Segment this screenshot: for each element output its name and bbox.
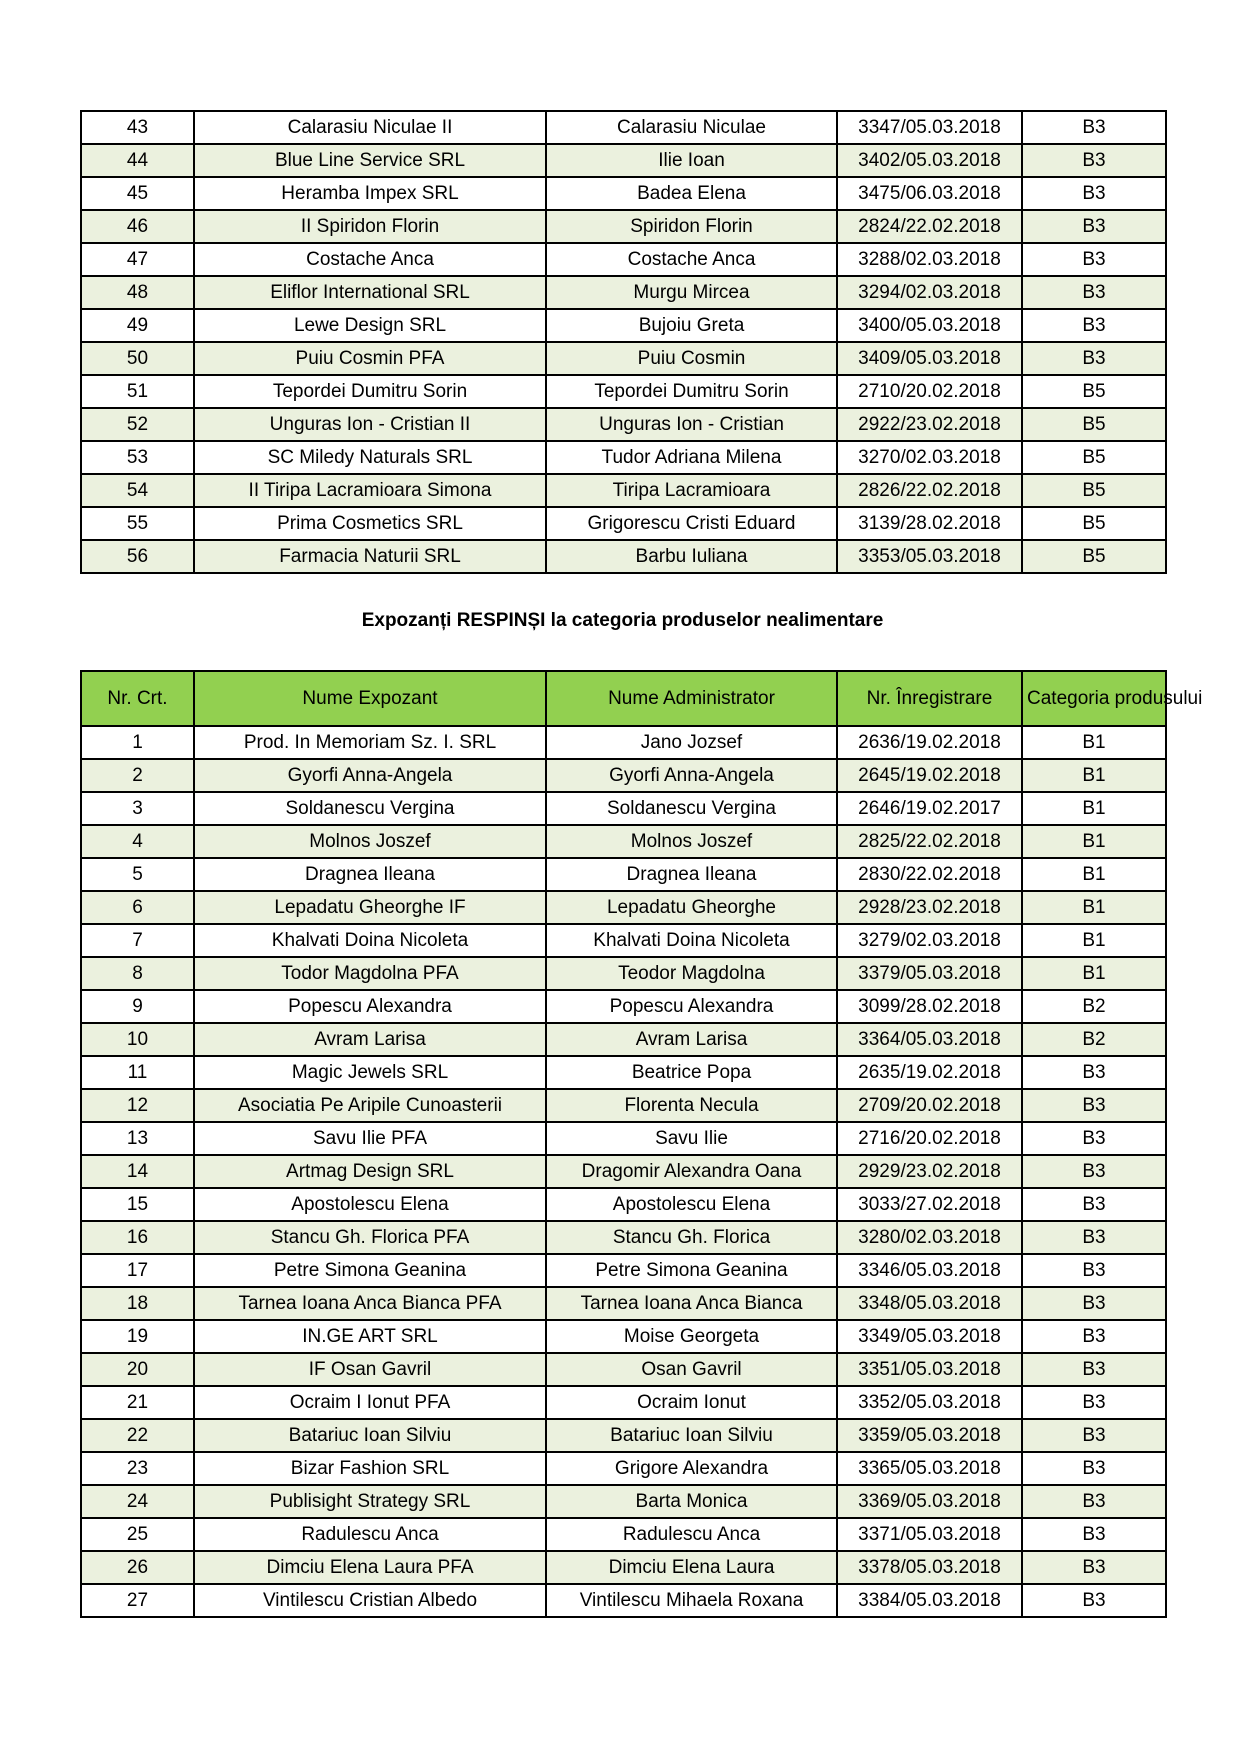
table-row xyxy=(81,957,1166,990)
cell-administrator-name: Badea Elena xyxy=(546,177,837,210)
cell-exhibitor-name: Dimciu Elena Laura PFA xyxy=(194,1551,546,1584)
cell-registration-number: 3352/05.03.2018 xyxy=(837,1386,1022,1419)
cell-registration-number: 3279/02.03.2018 xyxy=(837,924,1022,957)
table-row xyxy=(81,1452,1166,1485)
cell-nr-crt: 23 xyxy=(81,1452,194,1485)
header-nr-crt: Nr. Crt. xyxy=(81,671,194,726)
cell-registration-number: 2709/20.02.2018 xyxy=(837,1089,1022,1122)
cell-product-category: B1 xyxy=(1022,825,1166,858)
table-row xyxy=(81,1353,1166,1386)
cell-nr-crt: 27 xyxy=(81,1584,194,1617)
cell-administrator-name: Grigorescu Cristi Eduard xyxy=(546,507,837,540)
cell-product-category: B3 xyxy=(1022,1386,1166,1419)
table-row xyxy=(81,540,1166,573)
cell-nr-crt: 45 xyxy=(81,177,194,210)
cell-registration-number: 3402/05.03.2018 xyxy=(837,144,1022,177)
table-row xyxy=(81,726,1166,759)
table-row xyxy=(81,1221,1166,1254)
cell-administrator-name: Soldanescu Vergina xyxy=(546,792,837,825)
cell-exhibitor-name: Gyorfi Anna-Angela xyxy=(194,759,546,792)
cell-registration-number: 3384/05.03.2018 xyxy=(837,1584,1022,1617)
cell-registration-number: 3400/05.03.2018 xyxy=(837,309,1022,342)
cell-product-category: B3 xyxy=(1022,1518,1166,1551)
cell-registration-number: 3353/05.03.2018 xyxy=(837,540,1022,573)
cell-nr-crt: 13 xyxy=(81,1122,194,1155)
cell-product-category: B1 xyxy=(1022,792,1166,825)
cell-exhibitor-name: Artmag Design SRL xyxy=(194,1155,546,1188)
rejected-table-header xyxy=(81,671,1203,726)
table-row xyxy=(81,375,1166,408)
cell-registration-number: 3294/02.03.2018 xyxy=(837,276,1022,309)
cell-administrator-name: Murgu Mircea xyxy=(546,276,837,309)
cell-administrator-name: Costache Anca xyxy=(546,243,837,276)
cell-registration-number: 3346/05.03.2018 xyxy=(837,1254,1022,1287)
cell-administrator-name: Dragnea Ileana xyxy=(546,858,837,891)
table-row xyxy=(81,210,1166,243)
cell-product-category: B3 xyxy=(1022,1320,1166,1353)
cell-product-category: B3 xyxy=(1022,1056,1166,1089)
cell-exhibitor-name: SC Miledy Naturals SRL xyxy=(194,441,546,474)
cell-nr-crt: 50 xyxy=(81,342,194,375)
cell-registration-number: 3364/05.03.2018 xyxy=(837,1023,1022,1056)
cell-nr-crt: 15 xyxy=(81,1188,194,1221)
cell-administrator-name: Bujoiu Greta xyxy=(546,309,837,342)
cell-administrator-name: Moise Georgeta xyxy=(546,1320,837,1353)
cell-administrator-name: Dimciu Elena Laura xyxy=(546,1551,837,1584)
cell-exhibitor-name: Farmacia Naturii SRL xyxy=(194,540,546,573)
table-row xyxy=(81,1023,1166,1056)
cell-administrator-name: Teodor Magdolna xyxy=(546,957,837,990)
cell-exhibitor-name: Molnos Joszef xyxy=(194,825,546,858)
cell-exhibitor-name: Prima Cosmetics SRL xyxy=(194,507,546,540)
exhibitors-table-body xyxy=(81,111,1166,573)
cell-nr-crt: 54 xyxy=(81,474,194,507)
cell-product-category: B3 xyxy=(1022,177,1166,210)
cell-registration-number: 3348/05.03.2018 xyxy=(837,1287,1022,1320)
cell-registration-number: 3280/02.03.2018 xyxy=(837,1221,1022,1254)
table-row xyxy=(81,309,1166,342)
cell-product-category: B1 xyxy=(1022,924,1166,957)
cell-administrator-name: Popescu Alexandra xyxy=(546,990,837,1023)
cell-exhibitor-name: Popescu Alexandra xyxy=(194,990,546,1023)
cell-registration-number: 2922/23.02.2018 xyxy=(837,408,1022,441)
table-row xyxy=(81,1155,1166,1188)
cell-administrator-name: Petre Simona Geanina xyxy=(546,1254,837,1287)
cell-exhibitor-name: Asociatia Pe Aripile Cunoasterii xyxy=(194,1089,546,1122)
cell-exhibitor-name: Lepadatu Gheorghe IF xyxy=(194,891,546,924)
cell-product-category: B3 xyxy=(1022,1419,1166,1452)
cell-exhibitor-name: Petre Simona Geanina xyxy=(194,1254,546,1287)
table-row xyxy=(81,1287,1166,1320)
cell-product-category: B5 xyxy=(1022,441,1166,474)
cell-product-category: B5 xyxy=(1022,408,1166,441)
cell-administrator-name: Barta Monica xyxy=(546,1485,837,1518)
cell-nr-crt: 47 xyxy=(81,243,194,276)
cell-nr-crt: 56 xyxy=(81,540,194,573)
header-exhibitor-name: Nume Expozant xyxy=(194,671,546,726)
cell-exhibitor-name: IN.GE ART SRL xyxy=(194,1320,546,1353)
rejected-exhibitors-table xyxy=(80,670,1203,1618)
cell-nr-crt: 43 xyxy=(81,111,194,144)
table-row xyxy=(81,507,1166,540)
table-row xyxy=(81,1551,1166,1584)
cell-nr-crt: 20 xyxy=(81,1353,194,1386)
cell-registration-number: 2830/22.02.2018 xyxy=(837,858,1022,891)
cell-product-category: B5 xyxy=(1022,474,1166,507)
cell-nr-crt: 9 xyxy=(81,990,194,1023)
exhibitors-table-continued xyxy=(80,110,1167,574)
table-row xyxy=(81,990,1166,1023)
cell-nr-crt: 53 xyxy=(81,441,194,474)
header-product-category: Categoria produsului xyxy=(1022,671,1166,726)
cell-nr-crt: 22 xyxy=(81,1419,194,1452)
cell-administrator-name: Lepadatu Gheorghe xyxy=(546,891,837,924)
cell-exhibitor-name: II Spiridon Florin xyxy=(194,210,546,243)
cell-exhibitor-name: Blue Line Service SRL xyxy=(194,144,546,177)
table-row xyxy=(81,144,1166,177)
table-row xyxy=(81,1584,1166,1617)
cell-exhibitor-name: Batariuc Ioan Silviu xyxy=(194,1419,546,1452)
cell-registration-number: 2825/22.02.2018 xyxy=(837,825,1022,858)
cell-administrator-name: Ocraim Ionut xyxy=(546,1386,837,1419)
cell-registration-number: 2636/19.02.2018 xyxy=(837,726,1022,759)
cell-product-category: B3 xyxy=(1022,342,1166,375)
cell-product-category: B3 xyxy=(1022,1122,1166,1155)
cell-exhibitor-name: Heramba Impex SRL xyxy=(194,177,546,210)
table-row xyxy=(81,276,1166,309)
cell-administrator-name: Tepordei Dumitru Sorin xyxy=(546,375,837,408)
cell-administrator-name: Florenta Necula xyxy=(546,1089,837,1122)
cell-nr-crt: 1 xyxy=(81,726,194,759)
cell-product-category: B1 xyxy=(1022,726,1166,759)
cell-nr-crt: 2 xyxy=(81,759,194,792)
cell-registration-number: 3359/05.03.2018 xyxy=(837,1419,1022,1452)
header-registration-number: Nr. Înregistrare xyxy=(837,671,1022,726)
table-row xyxy=(81,792,1166,825)
cell-administrator-name: Stancu Gh. Florica xyxy=(546,1221,837,1254)
cell-exhibitor-name: Savu Ilie PFA xyxy=(194,1122,546,1155)
cell-product-category: B5 xyxy=(1022,540,1166,573)
cell-nr-crt: 3 xyxy=(81,792,194,825)
cell-nr-crt: 44 xyxy=(81,144,194,177)
cell-product-category: B1 xyxy=(1022,891,1166,924)
table-row xyxy=(81,1122,1166,1155)
cell-nr-crt: 6 xyxy=(81,891,194,924)
cell-nr-crt: 51 xyxy=(81,375,194,408)
cell-product-category: B3 xyxy=(1022,243,1166,276)
cell-product-category: B5 xyxy=(1022,507,1166,540)
cell-registration-number: 3270/02.03.2018 xyxy=(837,441,1022,474)
table-row xyxy=(81,759,1166,792)
cell-administrator-name: Calarasiu Niculae xyxy=(546,111,837,144)
cell-exhibitor-name: IF Osan Gavril xyxy=(194,1353,546,1386)
cell-exhibitor-name: Publisight Strategy SRL xyxy=(194,1485,546,1518)
cell-administrator-name: Spiridon Florin xyxy=(546,210,837,243)
cell-nr-crt: 48 xyxy=(81,276,194,309)
cell-administrator-name: Khalvati Doina Nicoleta xyxy=(546,924,837,957)
cell-administrator-name: Unguras Ion - Cristian xyxy=(546,408,837,441)
cell-registration-number: 3349/05.03.2018 xyxy=(837,1320,1022,1353)
table-row xyxy=(81,177,1166,210)
cell-exhibitor-name: Todor Magdolna PFA xyxy=(194,957,546,990)
cell-registration-number: 3369/05.03.2018 xyxy=(837,1485,1022,1518)
table-row xyxy=(81,891,1166,924)
cell-exhibitor-name: Magic Jewels SRL xyxy=(194,1056,546,1089)
table-row xyxy=(81,342,1166,375)
cell-registration-number: 2646/19.02.2017 xyxy=(837,792,1022,825)
table-row xyxy=(81,111,1166,144)
header-row xyxy=(81,671,1166,726)
table-row xyxy=(81,1254,1166,1287)
cell-nr-crt: 10 xyxy=(81,1023,194,1056)
cell-nr-crt: 49 xyxy=(81,309,194,342)
cell-exhibitor-name: Ocraim I Ionut PFA xyxy=(194,1386,546,1419)
cell-exhibitor-name: Stancu Gh. Florica PFA xyxy=(194,1221,546,1254)
table-row xyxy=(81,441,1166,474)
cell-exhibitor-name: Eliflor International SRL xyxy=(194,276,546,309)
cell-product-category: B3 xyxy=(1022,1188,1166,1221)
cell-administrator-name: Tarnea Ioana Anca Bianca xyxy=(546,1287,837,1320)
cell-exhibitor-name: Bizar Fashion SRL xyxy=(194,1452,546,1485)
cell-product-category: B3 xyxy=(1022,1584,1166,1617)
table-row xyxy=(81,1386,1166,1419)
cell-administrator-name: Vintilescu Mihaela Roxana xyxy=(546,1584,837,1617)
cell-registration-number: 3371/05.03.2018 xyxy=(837,1518,1022,1551)
cell-exhibitor-name: Prod. In Memoriam Sz. I. SRL xyxy=(194,726,546,759)
cell-product-category: B1 xyxy=(1022,957,1166,990)
cell-administrator-name: Dragomir Alexandra Oana xyxy=(546,1155,837,1188)
cell-exhibitor-name: Tepordei Dumitru Sorin xyxy=(194,375,546,408)
cell-administrator-name: Grigore Alexandra xyxy=(546,1452,837,1485)
cell-registration-number: 2824/22.02.2018 xyxy=(837,210,1022,243)
cell-nr-crt: 17 xyxy=(81,1254,194,1287)
table-row xyxy=(81,1518,1166,1551)
cell-administrator-name: Gyorfi Anna-Angela xyxy=(546,759,837,792)
cell-nr-crt: 55 xyxy=(81,507,194,540)
cell-product-category: B3 xyxy=(1022,1452,1166,1485)
cell-administrator-name: Barbu Iuliana xyxy=(546,540,837,573)
cell-administrator-name: Radulescu Anca xyxy=(546,1518,837,1551)
cell-nr-crt: 16 xyxy=(81,1221,194,1254)
cell-product-category: B2 xyxy=(1022,990,1166,1023)
cell-administrator-name: Savu Ilie xyxy=(546,1122,837,1155)
cell-registration-number: 2826/22.02.2018 xyxy=(837,474,1022,507)
cell-administrator-name: Batariuc Ioan Silviu xyxy=(546,1419,837,1452)
cell-registration-number: 2929/23.02.2018 xyxy=(837,1155,1022,1188)
cell-exhibitor-name: Unguras Ion - Cristian II xyxy=(194,408,546,441)
table-row xyxy=(81,1419,1166,1452)
header-administrator-name: Nume Administrator xyxy=(546,671,837,726)
cell-nr-crt: 46 xyxy=(81,210,194,243)
cell-product-category: B2 xyxy=(1022,1023,1166,1056)
cell-administrator-name: Avram Larisa xyxy=(546,1023,837,1056)
cell-exhibitor-name: Costache Anca xyxy=(194,243,546,276)
cell-product-category: B3 xyxy=(1022,1551,1166,1584)
cell-nr-crt: 26 xyxy=(81,1551,194,1584)
cell-registration-number: 3378/05.03.2018 xyxy=(837,1551,1022,1584)
cell-exhibitor-name: Tarnea Ioana Anca Bianca PFA xyxy=(194,1287,546,1320)
cell-nr-crt: 19 xyxy=(81,1320,194,1353)
cell-exhibitor-name: Puiu Cosmin PFA xyxy=(194,342,546,375)
cell-registration-number: 2710/20.02.2018 xyxy=(837,375,1022,408)
table-row xyxy=(81,1056,1166,1089)
cell-nr-crt: 14 xyxy=(81,1155,194,1188)
cell-exhibitor-name: II Tiripa Lacramioara Simona xyxy=(194,474,546,507)
cell-administrator-name: Apostolescu Elena xyxy=(546,1188,837,1221)
cell-product-category: B3 xyxy=(1022,1221,1166,1254)
cell-product-category: B3 xyxy=(1022,111,1166,144)
cell-registration-number: 3347/05.03.2018 xyxy=(837,111,1022,144)
cell-registration-number: 2716/20.02.2018 xyxy=(837,1122,1022,1155)
table-row xyxy=(81,243,1166,276)
cell-nr-crt: 5 xyxy=(81,858,194,891)
cell-nr-crt: 25 xyxy=(81,1518,194,1551)
cell-nr-crt: 11 xyxy=(81,1056,194,1089)
cell-product-category: B3 xyxy=(1022,1353,1166,1386)
cell-product-category: B3 xyxy=(1022,210,1166,243)
table-row xyxy=(81,1485,1166,1518)
cell-exhibitor-name: Lewe Design SRL xyxy=(194,309,546,342)
cell-registration-number: 3475/06.03.2018 xyxy=(837,177,1022,210)
cell-product-category: B1 xyxy=(1022,759,1166,792)
table-row xyxy=(81,474,1166,507)
cell-registration-number: 3099/28.02.2018 xyxy=(837,990,1022,1023)
cell-administrator-name: Puiu Cosmin xyxy=(546,342,837,375)
cell-exhibitor-name: Vintilescu Cristian Albedo xyxy=(194,1584,546,1617)
cell-product-category: B5 xyxy=(1022,375,1166,408)
section-title: Expozanți RESPINȘI la categoria produselor nealimentare xyxy=(361,610,884,631)
cell-registration-number: 2645/19.02.2018 xyxy=(837,759,1022,792)
table-row xyxy=(81,1188,1166,1221)
rejected-table-body xyxy=(81,726,1166,1617)
cell-administrator-name: Tudor Adriana Milena xyxy=(546,441,837,474)
cell-registration-number: 3365/05.03.2018 xyxy=(837,1452,1022,1485)
cell-product-category: B3 xyxy=(1022,1155,1166,1188)
cell-product-category: B3 xyxy=(1022,309,1166,342)
table-row xyxy=(81,924,1166,957)
cell-nr-crt: 18 xyxy=(81,1287,194,1320)
cell-product-category: B1 xyxy=(1022,858,1166,891)
cell-exhibitor-name: Calarasiu Niculae II xyxy=(194,111,546,144)
cell-registration-number: 3033/27.02.2018 xyxy=(837,1188,1022,1221)
cell-administrator-name: Ilie Ioan xyxy=(546,144,837,177)
cell-registration-number: 3351/05.03.2018 xyxy=(837,1353,1022,1386)
cell-administrator-name: Molnos Joszef xyxy=(546,825,837,858)
table-row xyxy=(81,825,1166,858)
cell-exhibitor-name: Avram Larisa xyxy=(194,1023,546,1056)
cell-registration-number: 3379/05.03.2018 xyxy=(837,957,1022,990)
cell-nr-crt: 7 xyxy=(81,924,194,957)
table-row xyxy=(81,1089,1166,1122)
cell-nr-crt: 52 xyxy=(81,408,194,441)
cell-administrator-name: Tiripa Lacramioara xyxy=(546,474,837,507)
cell-product-category: B3 xyxy=(1022,1485,1166,1518)
cell-nr-crt: 24 xyxy=(81,1485,194,1518)
cell-product-category: B3 xyxy=(1022,1287,1166,1320)
cell-product-category: B3 xyxy=(1022,144,1166,177)
cell-product-category: B3 xyxy=(1022,276,1166,309)
cell-administrator-name: Beatrice Popa xyxy=(546,1056,837,1089)
cell-exhibitor-name: Dragnea Ileana xyxy=(194,858,546,891)
cell-registration-number: 3288/02.03.2018 xyxy=(837,243,1022,276)
table-row xyxy=(81,408,1166,441)
cell-exhibitor-name: Apostolescu Elena xyxy=(194,1188,546,1221)
cell-nr-crt: 21 xyxy=(81,1386,194,1419)
cell-administrator-name: Osan Gavril xyxy=(546,1353,837,1386)
cell-product-category: B3 xyxy=(1022,1089,1166,1122)
cell-exhibitor-name: Radulescu Anca xyxy=(194,1518,546,1551)
cell-registration-number: 2635/19.02.2018 xyxy=(837,1056,1022,1089)
cell-exhibitor-name: Khalvati Doina Nicoleta xyxy=(194,924,546,957)
cell-nr-crt: 8 xyxy=(81,957,194,990)
cell-registration-number: 2928/23.02.2018 xyxy=(837,891,1022,924)
cell-nr-crt: 12 xyxy=(81,1089,194,1122)
table-row xyxy=(81,858,1166,891)
cell-registration-number: 3409/05.03.2018 xyxy=(837,342,1022,375)
cell-product-category: B3 xyxy=(1022,1254,1166,1287)
cell-administrator-name: Jano Jozsef xyxy=(546,726,837,759)
cell-registration-number: 3139/28.02.2018 xyxy=(837,507,1022,540)
cell-exhibitor-name: Soldanescu Vergina xyxy=(194,792,546,825)
cell-nr-crt: 4 xyxy=(81,825,194,858)
table-row xyxy=(81,1320,1166,1353)
